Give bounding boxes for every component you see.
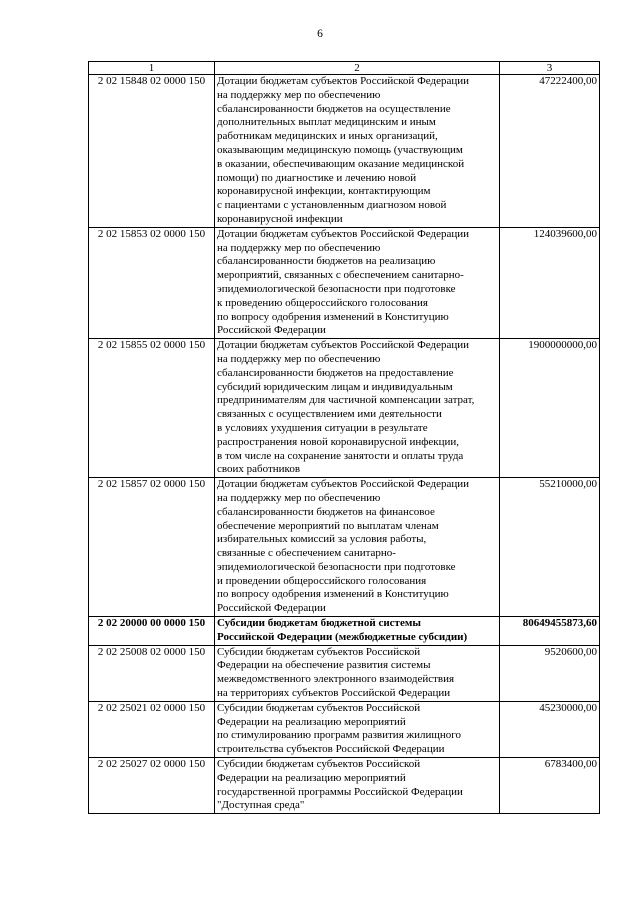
description-cell: Дотации бюджетам субъектов Российской Федерации на поддержку мер по обеспечению сбалансированности бюджетов на осуществление дополнительных выплат медицинским и иным работникам медицинских и иных организаций, оказывающим медицинскую помощь (участвующим в оказании, обеспечивающим оказание медицинской помощи) по диагностике и лечению новой коронавирусной инфекции, контактирующим с пациентами с установленным диагнозом новой коронавирусной инфекции bbox=[215, 75, 500, 228]
table-row bbox=[89, 617, 600, 646]
table-row bbox=[89, 227, 600, 338]
budget-code-cell: 2 02 15853 02 0000 150 bbox=[89, 227, 215, 338]
budget-code-cell: 2 02 15848 02 0000 150 bbox=[89, 75, 215, 228]
budget-code-cell: 2 02 15857 02 0000 150 bbox=[89, 478, 215, 617]
page-number: 6 bbox=[317, 28, 323, 40]
description-cell: Дотации бюджетам субъектов Российской Федерации на поддержку мер по обеспечению сбалансированности бюджетов на предоставление субсидий юридическим лицам и индивидуальным предпринимателям для частичной компенсации затрат, связанных с осуществлением ими деятельности в условиях ухудшения ситуации в результате распространения новой коронавирусной инфекции, в том числе на сохранение занятости и оплаты труда своих работников bbox=[215, 339, 500, 478]
column-header-3: 3 bbox=[500, 62, 600, 75]
amount-cell: 1900000000,00 bbox=[500, 339, 600, 478]
description-cell: Субсидии бюджетам субъектов Российской Федерации на обеспечение развития системы межведомственного электронного взаимодействия на территориях субъектов Российской Федерации bbox=[215, 645, 500, 701]
table-row bbox=[89, 758, 600, 814]
budget-code-cell: 2 02 20000 00 0000 150 bbox=[89, 617, 215, 646]
description-cell: Субсидии бюджетам субъектов Российской Федерации на реализацию мероприятий по стимулированию программ развития жилищного строительства субъектов Российской Федерации bbox=[215, 701, 500, 757]
budget-code-cell: 2 02 15855 02 0000 150 bbox=[89, 339, 215, 478]
column-header-1: 1 bbox=[89, 62, 215, 75]
amount-cell: 55210000,00 bbox=[500, 478, 600, 617]
budget-revenue-table bbox=[88, 61, 600, 814]
description-cell: Субсидии бюджетам бюджетной системы Российской Федерации (межбюджетные субсидии) bbox=[215, 617, 500, 646]
table-row bbox=[89, 75, 600, 228]
amount-cell: 80649455873,60 bbox=[500, 617, 600, 646]
amount-cell: 6783400,00 bbox=[500, 758, 600, 814]
description-cell: Дотации бюджетам субъектов Российской Федерации на поддержку мер по обеспечению сбалансированности бюджетов на финансовое обеспечение мероприятий по выплатам членам избирательных комиссий за условия работы, связанные с обеспечением санитарно- эпидемиологической безопасности при подготовке и проведении общероссийского голосования по вопросу одобрения изменений в Конституцию Российской Федерации bbox=[215, 478, 500, 617]
table-header-row bbox=[89, 62, 600, 75]
amount-cell: 47222400,00 bbox=[500, 75, 600, 228]
amount-cell: 124039600,00 bbox=[500, 227, 600, 338]
amount-cell: 45230000,00 bbox=[500, 701, 600, 757]
table-row bbox=[89, 701, 600, 757]
budget-code-cell: 2 02 25021 02 0000 150 bbox=[89, 701, 215, 757]
amount-cell: 9520600,00 bbox=[500, 645, 600, 701]
description-cell: Дотации бюджетам субъектов Российской Федерации на поддержку мер по обеспечению сбалансированности бюджетов на реализацию мероприятий, связанных с обеспечением санитарно- эпидемиологической безопасности при подготовке к проведению общероссийского голосования по вопросу одобрения изменений в Конституцию Российской Федерации bbox=[215, 227, 500, 338]
column-header-2: 2 bbox=[215, 62, 500, 75]
table-row bbox=[89, 339, 600, 478]
description-cell: Субсидии бюджетам субъектов Российской Федерации на реализацию мероприятий государственной программы Российской Федерации "Доступная среда" bbox=[215, 758, 500, 814]
table-row bbox=[89, 645, 600, 701]
budget-code-cell: 2 02 25008 02 0000 150 bbox=[89, 645, 215, 701]
budget-code-cell: 2 02 25027 02 0000 150 bbox=[89, 758, 215, 814]
table-row bbox=[89, 478, 600, 617]
